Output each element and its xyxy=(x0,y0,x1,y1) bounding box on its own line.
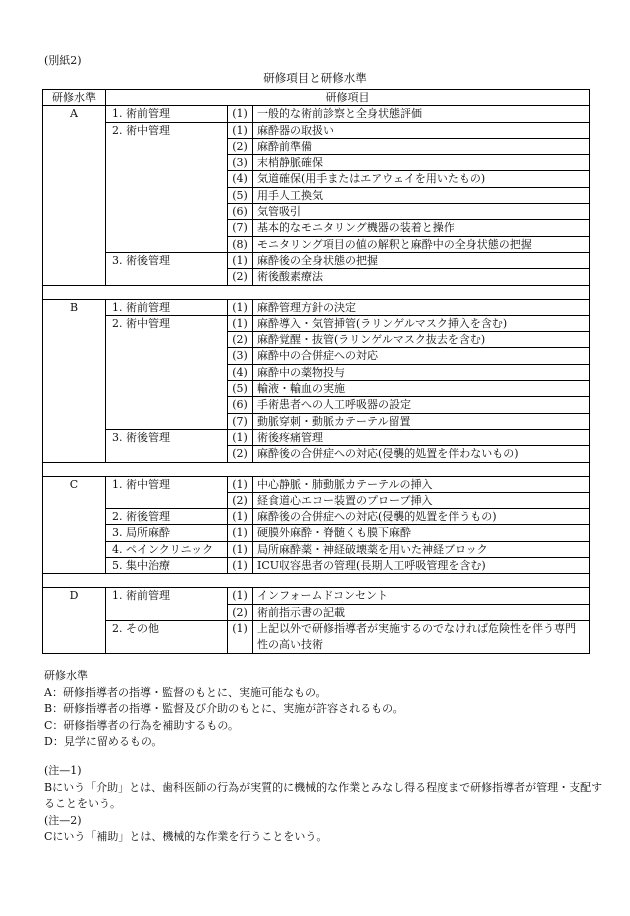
item-text: 局所麻酔薬・神経破壊薬を用いた神経ブロック xyxy=(253,541,590,557)
category-cell: 2. その他 xyxy=(106,620,228,653)
category-cell: 1. 術前管理 xyxy=(106,299,228,315)
level-def-b: B：研修指導者の指導・監督及び介助のもとに、実施が許容されるもの。 xyxy=(44,702,404,716)
item-number: (1) xyxy=(228,558,253,574)
item-text: 麻酔中の合併症への対応 xyxy=(253,348,590,364)
level-def-d: D：見学に留めるもの。 xyxy=(44,735,163,749)
item-number: (1) xyxy=(228,106,253,122)
item-text: ICU収容患者の管理(長期人工呼吸管理を含む) xyxy=(253,558,590,574)
level-cell: C xyxy=(43,476,106,574)
item-text: 用手人工換気 xyxy=(253,187,590,203)
document-title: 研修項目と研修水準 xyxy=(263,71,367,85)
footer-heading: 研修水準 xyxy=(44,669,88,682)
item-text: 術前指示書の記載 xyxy=(253,604,590,620)
document-label: (別紙2) xyxy=(44,54,82,67)
item-number: (8) xyxy=(228,236,253,252)
item-number: (1) xyxy=(228,122,253,138)
item-text: 基本的なモニタリング機器の装着と操作 xyxy=(253,220,590,236)
item-text: 経食道心エコー装置のプローブ挿入 xyxy=(253,492,590,508)
item-text: 上記以外で研修指導者が実施するのでなければ危険性を伴う専門性の高い技術 xyxy=(253,620,590,653)
item-text: 気道確保(用手またはエアウェイを用いたもの) xyxy=(253,171,590,187)
header-level: 研修水準 xyxy=(43,90,106,106)
note-2-text: Cにいう「補助」とは、機械的な作業を行うことをいう。 xyxy=(44,830,328,844)
item-number: (1) xyxy=(228,476,253,492)
item-text: インフォームドコンセント xyxy=(253,588,590,604)
item-number: (1) xyxy=(228,588,253,604)
item-number: (1) xyxy=(228,620,253,653)
item-number: (5) xyxy=(228,381,253,397)
item-number: (1) xyxy=(228,299,253,315)
item-text: 麻酔管理方針の決定 xyxy=(253,299,590,315)
table-row xyxy=(43,315,590,331)
category-cell: 1. 術中管理 xyxy=(106,476,228,509)
table-row xyxy=(43,106,590,122)
item-number: (2) xyxy=(228,269,253,285)
table-row xyxy=(43,299,590,315)
table-row xyxy=(43,558,590,574)
item-text: 輸液・輸血の実施 xyxy=(253,381,590,397)
item-number: (5) xyxy=(228,187,253,203)
note-1-label: (注—1) xyxy=(44,763,82,777)
item-number: (1) xyxy=(228,252,253,268)
category-cell: 3. 局所麻酔 xyxy=(106,525,228,541)
group-spacer-row xyxy=(43,574,590,588)
item-number: (1) xyxy=(228,315,253,331)
table-row xyxy=(43,588,590,604)
level-def-c: C：研修指導者の行為を補助するもの。 xyxy=(44,718,239,732)
table-row xyxy=(43,541,590,557)
item-number: (6) xyxy=(228,204,253,220)
item-text: 術後疼痛管理 xyxy=(253,429,590,445)
category-cell: 5. 集中治療 xyxy=(106,558,228,574)
item-number: (1) xyxy=(228,509,253,525)
table-row xyxy=(43,476,590,492)
category-cell: 1. 術前管理 xyxy=(106,106,228,122)
table-row xyxy=(43,429,590,445)
category-cell: 2. 術中管理 xyxy=(106,122,228,252)
item-text: 麻酔器の取扱い xyxy=(253,122,590,138)
item-text: モニタリング項目の値の解釈と麻酔中の全身状態の把握 xyxy=(253,236,590,252)
item-text: 麻酔導入・気管挿管(ラリンゲルマスク挿入を含む) xyxy=(253,315,590,331)
table-row xyxy=(43,525,590,541)
group-spacer-cell xyxy=(43,574,590,588)
item-text: 術後酸素療法 xyxy=(253,269,590,285)
item-number: (1) xyxy=(228,541,253,557)
training-table xyxy=(42,89,590,654)
item-text: 麻酔後の合併症への対応(侵襲的処置を伴うもの) xyxy=(253,509,590,525)
item-text: 末梢静脈確保 xyxy=(253,155,590,171)
item-number: (2) xyxy=(228,332,253,348)
item-number: (4) xyxy=(228,171,253,187)
table-row xyxy=(43,509,590,525)
item-text: 一般的な術前診察と全身状態評価 xyxy=(253,106,590,122)
group-spacer-row xyxy=(43,462,590,476)
level-cell: B xyxy=(43,299,106,462)
table-row xyxy=(43,122,590,138)
footer-gap xyxy=(44,751,604,763)
group-spacer-cell xyxy=(43,285,590,299)
item-text: 麻酔後の全身状態の把握 xyxy=(253,252,590,268)
footer xyxy=(44,668,604,846)
category-cell: 1. 術前管理 xyxy=(106,588,228,621)
item-text: 麻酔覚醒・抜管(ラリンゲルマスク抜去を含む) xyxy=(253,332,590,348)
item-text: 気管吸引 xyxy=(253,204,590,220)
item-text: 麻酔後の合併症への対応(侵襲的処置を伴わないもの) xyxy=(253,446,590,462)
item-number: (2) xyxy=(228,604,253,620)
item-text: 手術患者への人工呼吸器の設定 xyxy=(253,397,590,413)
item-text: 硬膜外麻酔・脊髄くも膜下麻酔 xyxy=(253,525,590,541)
category-cell: 2. 術後管理 xyxy=(106,509,228,525)
note-2-label: (注—2) xyxy=(44,813,82,827)
item-number: (7) xyxy=(228,413,253,429)
header-items: 研修項目 xyxy=(106,90,590,106)
category-cell: 3. 術後管理 xyxy=(106,429,228,462)
table-header-row xyxy=(43,90,590,106)
table-body xyxy=(43,106,590,654)
item-text: 麻酔中の薬物投与 xyxy=(253,364,590,380)
item-number: (4) xyxy=(228,364,253,380)
category-cell: 2. 術中管理 xyxy=(106,315,228,429)
item-number: (7) xyxy=(228,220,253,236)
level-def-a: A：研修指導者の指導・監督のもとに、実施可能なもの。 xyxy=(44,685,327,699)
level-cell: D xyxy=(43,588,106,654)
table-row xyxy=(43,620,590,653)
item-text: 中心静脈・肺動脈カテーテルの挿入 xyxy=(253,476,590,492)
item-number: (2) xyxy=(228,492,253,508)
item-number: (1) xyxy=(228,525,253,541)
group-spacer-cell xyxy=(43,462,590,476)
item-number: (2) xyxy=(228,446,253,462)
item-number: (3) xyxy=(228,348,253,364)
group-spacer-row xyxy=(43,285,590,299)
item-number: (3) xyxy=(228,155,253,171)
category-cell: 3. 術後管理 xyxy=(106,252,228,285)
item-number: (6) xyxy=(228,397,253,413)
item-number: (1) xyxy=(228,429,253,445)
level-cell: A xyxy=(43,106,106,285)
item-text: 動脈穿刺・動脈カテーテル留置 xyxy=(253,413,590,429)
item-number: (2) xyxy=(228,138,253,154)
note-1-text: Bにいう「介助」とは、歯科医師の行為が実質的に機械的な作業とみなし得る程度まで研修指導者が管理・支配することをいう。 xyxy=(44,780,603,811)
category-cell: 4. ペインクリニック xyxy=(106,541,228,557)
item-text: 麻酔前準備 xyxy=(253,138,590,154)
table-row xyxy=(43,252,590,268)
